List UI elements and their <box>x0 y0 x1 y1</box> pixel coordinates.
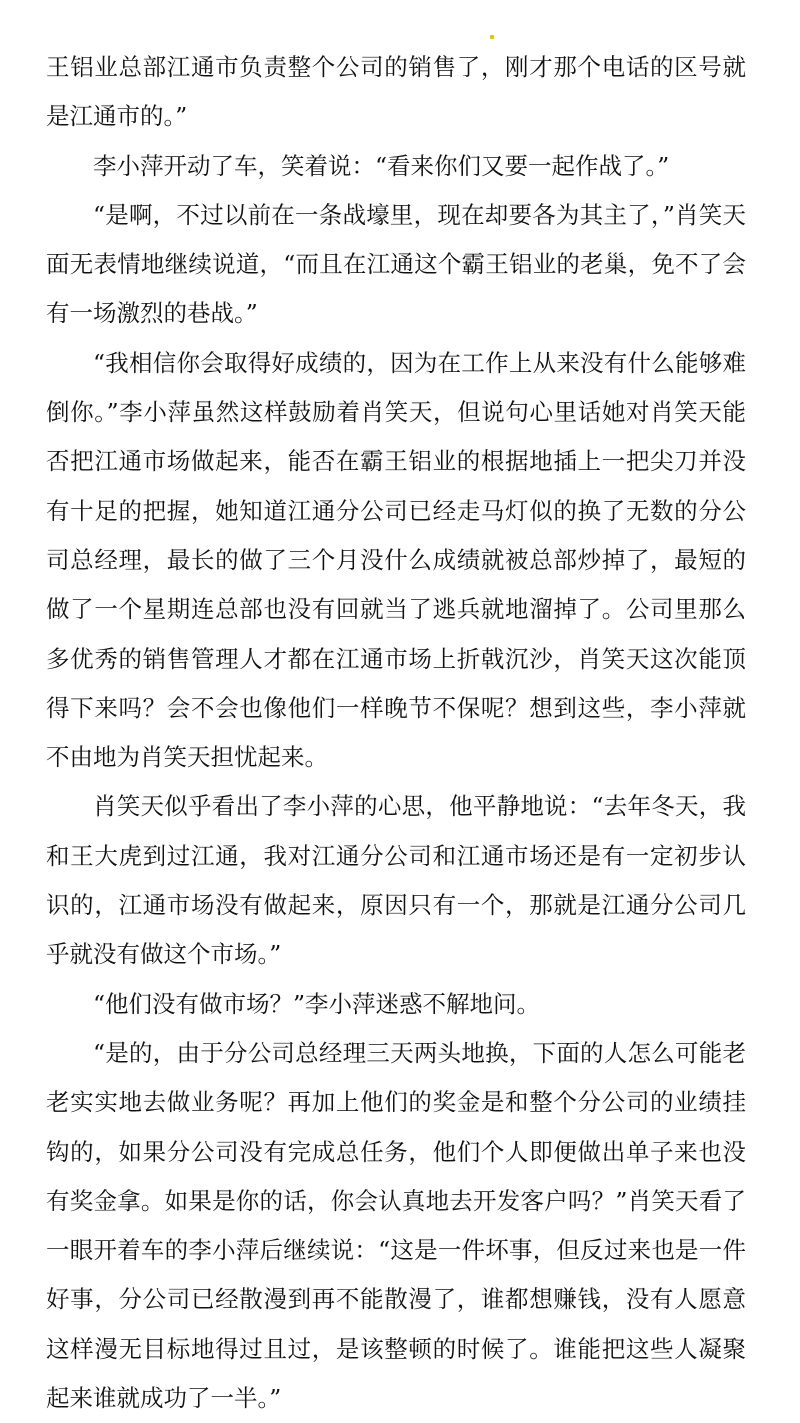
paragraph: “我相信你会取得好成绩的，因为在工作上从来没有什么能够难倒你。”李小萍虽然这样鼓励着肖笑天，但说句心里话她对肖笑天能否把江通市场做起来，能否在霸王铝业的根据地插上一把尖刀并没有十足的把握，她知道江通分公司已经走马灯似的换了无数的分公司总经理，最长的做了三个月没什么成绩就被总部炒掉了，最短的做了一个星期连总部也没有回就当了逃兵就地溜掉了。公司里那么多优秀的销售管理人才都在江通市场上折戟沉沙，肖笑天这次能顶得下来吗？会不会也像他们一样晚节不保呢？想到这些，李小萍就不由地为肖笑天担忧起来。 <box>46 348 746 772</box>
paragraph-continued: 王铝业总部江通市负责整个公司的销售了，刚才那个电话的区号就是江通市的。” <box>46 53 746 131</box>
paragraph: “是的，由于分公司总经理三天两头地换，下面的人怎么可能老老实实地去做业务呢？再加上他们的奖金是和整个分公司的业绩挂钩的，如果分公司没有完成总任务，他们个人即便做出单子来也没有奖金拿。如果是你的话，你会认真地去开发客户吗？”肖笑天看了一眼开着车的李小萍后继续说：“这是一件坏事，但反过来也是一件好事，分公司已经散漫到再不能散漫了，谁都想赚钱，没有人愿意这样漫无目标地得过且过，是该整顿的时候了。谁能把这些人凝聚起来谁就成功了一半。” <box>46 1038 746 1413</box>
paragraph: “他们没有做市场？”李小萍迷惑不解地问。 <box>93 989 541 1018</box>
book-page-text <box>46 43 746 1423</box>
paragraph: 李小萍开动了车，笑着说：“看来你们又要一起作战了。” <box>93 151 670 180</box>
paragraph: 肖笑天似乎看出了李小萍的心思，他平静地说：“去年冬天，我和王大虎到过江通，我对江通分公司和江通市场还是有一定初步认识的，江通市场没有做起来，原因只有一个，那就是江通分公司几乎就没有做这个市场。” <box>46 792 746 969</box>
scan-mark <box>490 35 494 39</box>
paragraph: “是啊，不过以前在一条战壕里，现在却要各为其主了，”肖笑天面无表情地继续说道，“而且在江通这个霸王铝业的老巢，免不了会有一场激烈的巷战。” <box>46 200 746 328</box>
